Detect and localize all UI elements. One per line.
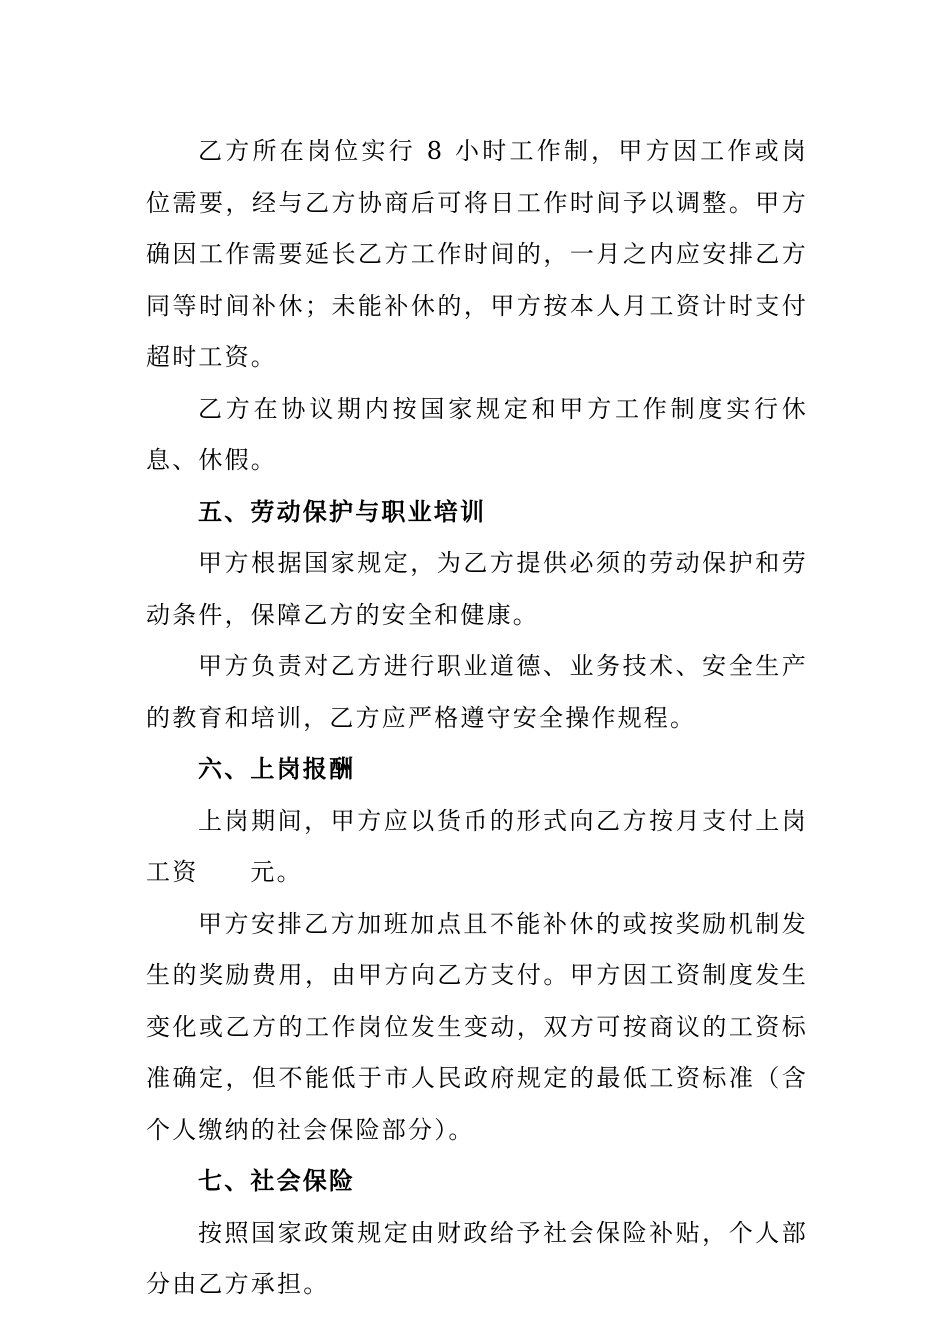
paragraph-rest-leave: 乙方在协议期内按国家规定和甲方工作制度实行休息、休假。 [146,394,808,474]
paragraph-monthly-wage [146,796,808,899]
wage-text: 上岗期间，甲方应以货币的形式向乙方按月支付上岗工资 [146,806,808,886]
document-body [146,126,808,1311]
paragraph-working-hours: 乙方所在岗位实行 8 小时工作制，甲方因工作或岗位需要，经与乙方协商后可将日工作时间予以调整。甲方确因工作需要延长乙方工作时间的，一月之内应安排乙方同等时间补休；未能补休的，甲方按本人月工资计时支付超时工资。 [146,137,808,371]
paragraph-labor-protection: 甲方根据国家规定，为乙方提供必须的劳动保护和劳动条件，保障乙方的安全和健康。 [146,549,808,629]
paragraph-overtime-bonus: 甲方安排乙方加班加点且不能补休的或按奖励机制发生的奖励费用，由甲方向乙方支付。甲方因工资制度发生变化或乙方的工作岗位发生变动，双方可按商议的工资标准确定，但不能低于市人民政府规定的最低工资标准（含个人缴纳的社会保险部分）。 [146,909,808,1144]
section-heading-remuneration: 六、上岗报酬 [198,755,356,783]
section-heading-labor-protection: 五、劳动保护与职业培训 [198,497,487,526]
paragraph-training: 甲方负责对乙方进行职业道德、业务技术、安全生产的教育和培训，乙方应严格遵守安全操作规程。 [146,652,808,732]
wage-unit: 元。 [250,858,303,886]
section-heading-social-insurance: 七、社会保险 [198,1167,356,1195]
paragraph-social-insurance: 按照国家政策规定由财政给予社会保险补贴，个人部分由乙方承担。 [146,1218,808,1298]
